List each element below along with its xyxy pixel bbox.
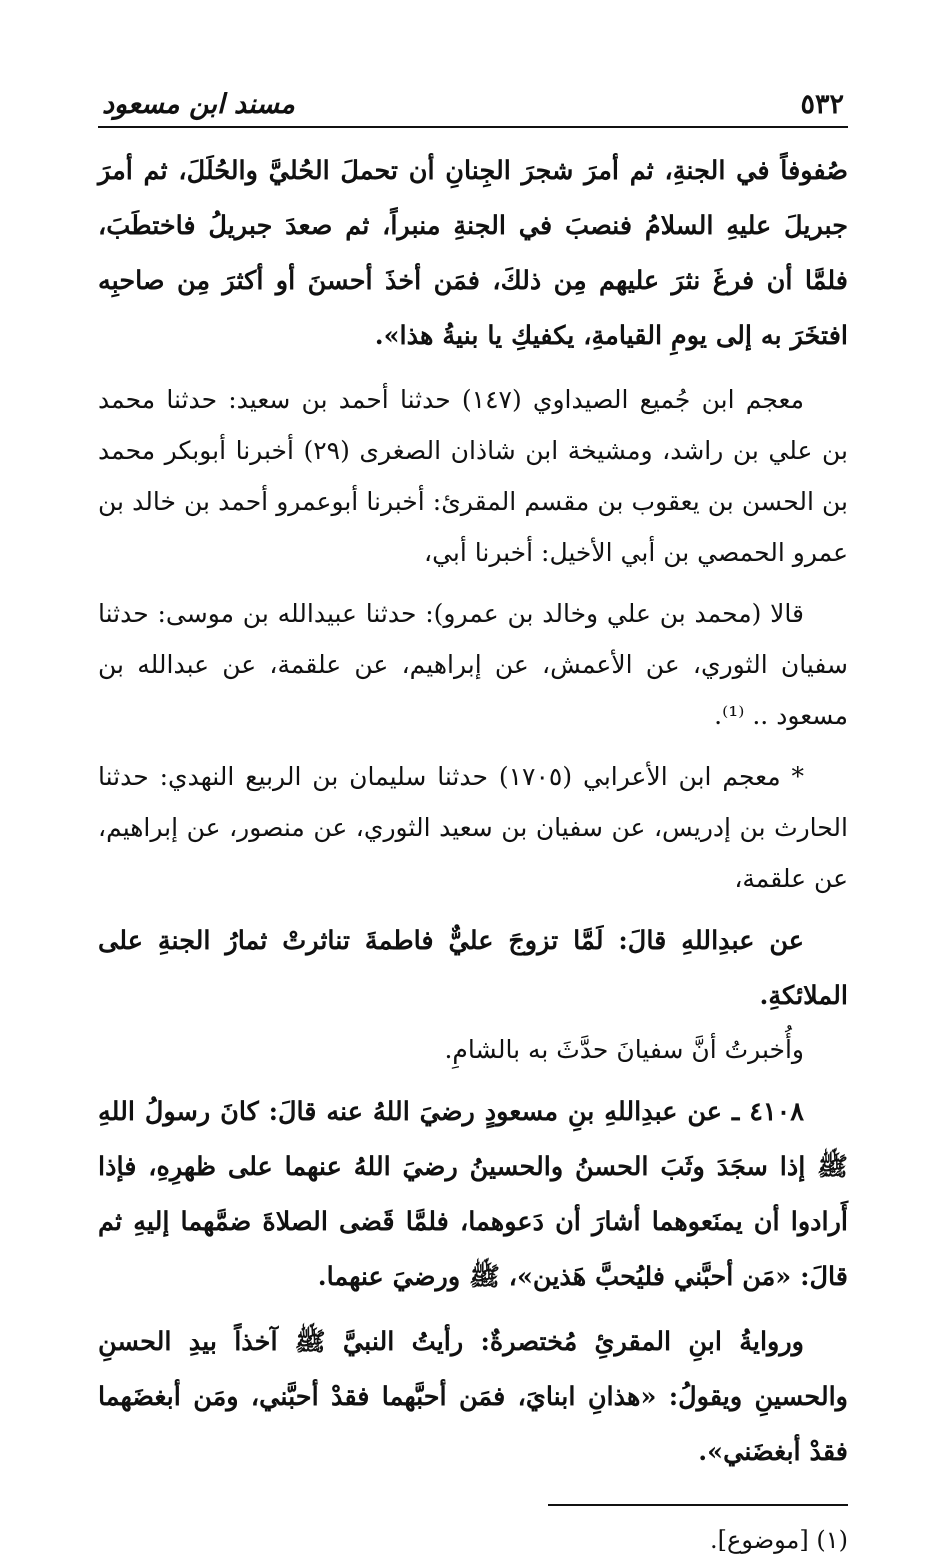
hadith-4108: ٤١٠٨ ـ عن عبدِاللهِ بنِ مسعودٍ رضيَ اللهُ عنه قالَ: كانَ رسولُ اللهِ ﷺ إذا سجَدَ وثَبَ الحسنُ والحسينُ رضيَ اللهُ عنهما على ظهرِهِ، فإذا أَرادوا أن يمنَعوهما أشارَ أن دَعوهما، فلمَّا قَضى الصلاةَ ضمَّهما إليهِ ثم قالَ: «مَن أحبَّني فليُحبَّ هَذين»، ﷺ ورضيَ عنهما. — [98, 1097, 848, 1292]
narration-note: وأُخبرتُ أنَّ سفيانَ حدَّثَ به بالشامِ. — [444, 1035, 804, 1064]
page-content — [98, 144, 848, 1560]
running-title: مسند ابن مسعود — [102, 89, 295, 120]
footnote: (١) [موضوع]. — [710, 1526, 848, 1554]
footnote-divider — [548, 1504, 848, 1506]
isnad-paragraph: قالا (محمد بن علي وخالد بن عمرو): حدثنا عبيدالله بن موسى: حدثنا سفيان الثوري، عن الأعمش، عن إبراهيم، عن علقمة، عن عبدالله بن مسعود .. ⁽¹⁾. — [98, 599, 848, 730]
hadith-text: عن عبدِاللهِ قالَ: لَمَّا تزوجَ عليٌّ فاطمةَ تناثرتْ ثمارُ الجنةِ على الملائكةِ. — [98, 926, 848, 1011]
page-number: ٥٣٢ — [800, 89, 844, 120]
isnad-paragraph: * معجم ابن الأعرابي (١٧٠٥) حدثنا سليمان بن الربيع النهدي: حدثنا الحارث بن إدريس، عن سفيان بن سعيد الثوري، عن منصور، عن إبراهيم، عن علقمة، — [98, 762, 848, 893]
isnad-paragraph: معجم ابن جُميع الصيداوي (١٤٧) حدثنا أحمد بن سعيد: حدثنا محمد بن علي بن راشد، ومشيخة ابن شاذان الصغرى (٢٩) أخبرنا أبوبكر محمد بن الحسن بن يعقوب بن مقسم المقرئ: أخبرنا أبوعمرو أحمد بن خالد بن عمرو الحمصي بن أبي الأخيل: أخبرنا أبي، — [98, 385, 848, 567]
hadith-variant: وروايةُ ابنِ المقرئِ مُختصرةٌ: رأيتُ النبيَّ ﷺ آخذاً بيدِ الحسنِ والحسينِ ويقولُ: «هذانِ ابنايَ، فمَن أحبَّهما فقدْ أحبَّني، ومَن أبغضَهما فقدْ أبغضَني». — [98, 1327, 848, 1467]
hadith-text-continued: صُفوفاً في الجنةِ، ثم أمرَ شجرَ الجِنانِ أن تحملَ الحُليَّ والحُلَلَ، ثم أمرَ جبريلَ عليهِ السلامُ فنصبَ في الجنةِ منبراً، ثم صعدَ جبريلُ فاختطَبَ، فلمَّا أن فرغَ نثرَ عليهم مِن ذلكَ، فمَن أخذَ أحسنَ أو أكثرَ مِن صاحبِه افتخَرَ به إلى يومِ القيامةِ، يكفيكِ يا بنيةُ هذا». — [98, 156, 848, 351]
page-header — [98, 78, 848, 128]
page — [98, 78, 848, 1560]
